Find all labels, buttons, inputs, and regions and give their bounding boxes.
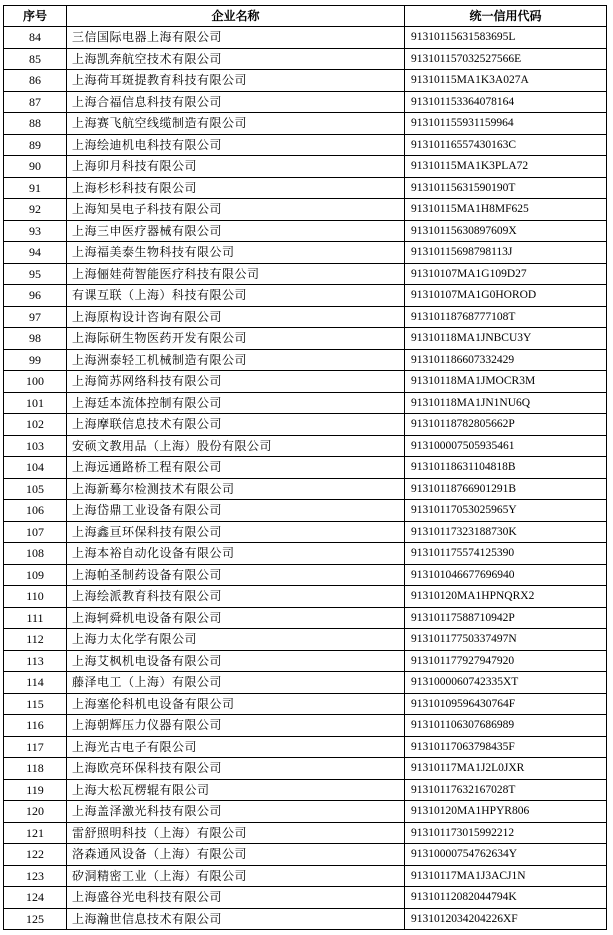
company-name: 上海荷耳斑提教育科技有限公司 xyxy=(67,70,405,92)
header-row xyxy=(4,6,607,27)
company-name: 上海艾枫机电设备有限公司 xyxy=(67,650,405,672)
row-index: 103 xyxy=(4,435,67,457)
row-index: 102 xyxy=(4,414,67,436)
row-index: 114 xyxy=(4,672,67,694)
row-index: 121 xyxy=(4,822,67,844)
row-index: 124 xyxy=(4,887,67,909)
company-name: 上海绘迪机电科技有限公司 xyxy=(67,134,405,156)
credit-code: 91310000754762634Y xyxy=(405,844,607,866)
row-index: 120 xyxy=(4,801,67,823)
credit-code: 91310118768777108T xyxy=(405,306,607,328)
row-index: 85 xyxy=(4,48,67,70)
company-name: 上海岱鼎工业设备有限公司 xyxy=(67,500,405,522)
credit-code: 91310118766901291B xyxy=(405,478,607,500)
credit-code: 91310117MA1J2L0JXR xyxy=(405,758,607,780)
credit-code: 91310115MA1K3PLA72 xyxy=(405,156,607,178)
company-name: 上海力太化学有限公司 xyxy=(67,629,405,651)
table-row xyxy=(4,844,607,866)
company-name: 安硕文教用品（上海）股份有限公司 xyxy=(67,435,405,457)
credit-code: 913101177927947920 xyxy=(405,650,607,672)
row-index: 84 xyxy=(4,27,67,49)
credit-code: 913101155931159964 xyxy=(405,113,607,135)
row-index: 91 xyxy=(4,177,67,199)
credit-code: 91310117750337497N xyxy=(405,629,607,651)
company-name: 上海帕圣制药设备有限公司 xyxy=(67,564,405,586)
table-row xyxy=(4,134,607,156)
table-row xyxy=(4,779,607,801)
company-name: 上海廷本流体控制有限公司 xyxy=(67,392,405,414)
table-row xyxy=(4,242,607,264)
credit-code: 913101173015992212 xyxy=(405,822,607,844)
company-name: 上海洲泰轻工机械制造有限公司 xyxy=(67,349,405,371)
table-row xyxy=(4,586,607,608)
company-name: 上海际研生物医药开发有限公司 xyxy=(67,328,405,350)
company-name: 三信国际电器上海有限公司 xyxy=(67,27,405,49)
table-row xyxy=(4,822,607,844)
row-index: 106 xyxy=(4,500,67,522)
row-index: 125 xyxy=(4,908,67,930)
row-index: 111 xyxy=(4,607,67,629)
table-row xyxy=(4,478,607,500)
header-company-name: 企业名称 xyxy=(67,6,405,27)
table-row xyxy=(4,199,607,221)
credit-code: 913101106307686989 xyxy=(405,715,607,737)
row-index: 115 xyxy=(4,693,67,715)
header-index: 序号 xyxy=(4,6,67,27)
credit-code: 913101186607332429 xyxy=(405,349,607,371)
credit-code: 913101157032527566E xyxy=(405,48,607,70)
table-row xyxy=(4,521,607,543)
company-name: 上海赛飞航空线缆制造有限公司 xyxy=(67,113,405,135)
header-credit-code: 统一信用代码 xyxy=(405,6,607,27)
table-row xyxy=(4,349,607,371)
table-row xyxy=(4,650,607,672)
row-index: 94 xyxy=(4,242,67,264)
credit-code: 91310120MA1HPYR806 xyxy=(405,801,607,823)
credit-code: 91310118MA1JN1NU6Q xyxy=(405,392,607,414)
credit-code: 91310109596430764F xyxy=(405,693,607,715)
credit-code: 91310115MA1K3A027A xyxy=(405,70,607,92)
credit-code: 9131012034204226XF xyxy=(405,908,607,930)
table-row xyxy=(4,91,607,113)
row-index: 93 xyxy=(4,220,67,242)
company-name: 上海新蓦尔检测技术有限公司 xyxy=(67,478,405,500)
row-index: 122 xyxy=(4,844,67,866)
row-index: 104 xyxy=(4,457,67,479)
credit-code: 91310117632167028T xyxy=(405,779,607,801)
table-row xyxy=(4,693,607,715)
row-index: 98 xyxy=(4,328,67,350)
company-name: 上海俪娃荷智能医疗科技有限公司 xyxy=(67,263,405,285)
table-row xyxy=(4,543,607,565)
credit-code: 91310118631104818B xyxy=(405,457,607,479)
company-name: 上海远通路桥工程有限公司 xyxy=(67,457,405,479)
row-index: 88 xyxy=(4,113,67,135)
table-row xyxy=(4,672,607,694)
company-name: 上海摩联信息技术有限公司 xyxy=(67,414,405,436)
company-name: 上海鑫亘环保科技有限公司 xyxy=(67,521,405,543)
row-index: 123 xyxy=(4,865,67,887)
company-name: 上海本裕自动化设备有限公司 xyxy=(67,543,405,565)
table-row xyxy=(4,629,607,651)
row-index: 96 xyxy=(4,285,67,307)
company-name: 矽洞精密工业（上海）有限公司 xyxy=(67,865,405,887)
credit-code: 913100007505935461 xyxy=(405,435,607,457)
company-name: 上海轲舜机电设备有限公司 xyxy=(67,607,405,629)
row-index: 118 xyxy=(4,758,67,780)
credit-code: 91310107MA1G109D27 xyxy=(405,263,607,285)
table-body xyxy=(4,27,607,930)
table-header xyxy=(4,6,607,27)
company-name: 上海盖泽激光科技有限公司 xyxy=(67,801,405,823)
company-name: 上海简苏网络科技有限公司 xyxy=(67,371,405,393)
row-index: 117 xyxy=(4,736,67,758)
table-row xyxy=(4,113,607,135)
company-name: 藤泽电工（上海）有限公司 xyxy=(67,672,405,694)
credit-code: 9131000060742335XT xyxy=(405,672,607,694)
credit-code: 91310118782805662P xyxy=(405,414,607,436)
credit-code: 91310118MA1JMOCR3M xyxy=(405,371,607,393)
table-row xyxy=(4,758,607,780)
company-name: 上海杉杉科技有限公司 xyxy=(67,177,405,199)
credit-code: 91310115630897609X xyxy=(405,220,607,242)
company-name: 上海大松瓦楞辊有限公司 xyxy=(67,779,405,801)
table-row xyxy=(4,263,607,285)
table-row xyxy=(4,220,607,242)
row-index: 97 xyxy=(4,306,67,328)
company-name: 上海知昊电子科技有限公司 xyxy=(67,199,405,221)
row-index: 107 xyxy=(4,521,67,543)
table-row xyxy=(4,564,607,586)
company-name: 上海瀚世信息技术有限公司 xyxy=(67,908,405,930)
company-name: 上海绘派教育科技有限公司 xyxy=(67,586,405,608)
table-row xyxy=(4,435,607,457)
table-row xyxy=(4,908,607,930)
row-index: 95 xyxy=(4,263,67,285)
company-name: 上海卯月科技有限公司 xyxy=(67,156,405,178)
company-name: 上海朝辉压力仪器有限公司 xyxy=(67,715,405,737)
table-row xyxy=(4,328,607,350)
row-index: 116 xyxy=(4,715,67,737)
credit-code: 91310117053025965Y xyxy=(405,500,607,522)
table-row xyxy=(4,27,607,49)
row-index: 110 xyxy=(4,586,67,608)
table-row xyxy=(4,156,607,178)
company-name: 洛森通风设备（上海）有限公司 xyxy=(67,844,405,866)
row-index: 89 xyxy=(4,134,67,156)
credit-code: 91310112082044794K xyxy=(405,887,607,909)
company-name: 上海合福信息科技有限公司 xyxy=(67,91,405,113)
credit-code: 913101046677696940 xyxy=(405,564,607,586)
company-name: 上海原构设计咨询有限公司 xyxy=(67,306,405,328)
credit-code: 91310115MA1H8MF625 xyxy=(405,199,607,221)
table-row xyxy=(4,715,607,737)
table-row xyxy=(4,70,607,92)
table-row xyxy=(4,285,607,307)
row-index: 99 xyxy=(4,349,67,371)
company-name: 上海凯奔航空技术有限公司 xyxy=(67,48,405,70)
row-index: 105 xyxy=(4,478,67,500)
row-index: 101 xyxy=(4,392,67,414)
credit-code: 91310120MA1HPNQRX2 xyxy=(405,586,607,608)
row-index: 86 xyxy=(4,70,67,92)
row-index: 113 xyxy=(4,650,67,672)
table-row xyxy=(4,887,607,909)
row-index: 112 xyxy=(4,629,67,651)
table-row xyxy=(4,392,607,414)
credit-code: 91310117063798435F xyxy=(405,736,607,758)
company-name: 上海光古电子有限公司 xyxy=(67,736,405,758)
table-row xyxy=(4,500,607,522)
company-name: 上海盛谷光电科技有限公司 xyxy=(67,887,405,909)
table-row xyxy=(4,306,607,328)
row-index: 109 xyxy=(4,564,67,586)
credit-code: 91310117323188730K xyxy=(405,521,607,543)
row-index: 90 xyxy=(4,156,67,178)
row-index: 87 xyxy=(4,91,67,113)
table-row xyxy=(4,736,607,758)
row-index: 92 xyxy=(4,199,67,221)
credit-code: 91310115631590190T xyxy=(405,177,607,199)
company-name: 雷舒照明科技（上海）有限公司 xyxy=(67,822,405,844)
table-row xyxy=(4,801,607,823)
credit-code: 91310118MA1JNBCU3Y xyxy=(405,328,607,350)
row-index: 119 xyxy=(4,779,67,801)
credit-code: 91310107MA1G0HOROD xyxy=(405,285,607,307)
company-name: 有课互联（上海）科技有限公司 xyxy=(67,285,405,307)
table-row xyxy=(4,607,607,629)
credit-code: 91310116557430163C xyxy=(405,134,607,156)
company-name: 上海塞伦科机电设备有限公司 xyxy=(67,693,405,715)
credit-code: 913101175574125390 xyxy=(405,543,607,565)
table-row xyxy=(4,177,607,199)
table-row xyxy=(4,865,607,887)
table-row xyxy=(4,48,607,70)
row-index: 100 xyxy=(4,371,67,393)
credit-code: 913101153364078164 xyxy=(405,91,607,113)
credit-code: 91310115631583695L xyxy=(405,27,607,49)
credit-code: 91310117588710942P xyxy=(405,607,607,629)
table-row xyxy=(4,457,607,479)
table-row xyxy=(4,414,607,436)
company-table xyxy=(3,5,607,930)
table-row xyxy=(4,371,607,393)
credit-code: 91310115698798113J xyxy=(405,242,607,264)
company-name: 上海三申医疗器械有限公司 xyxy=(67,220,405,242)
company-name: 上海欧亮环保科技有限公司 xyxy=(67,758,405,780)
credit-code: 91310117MA1J3ACJ1N xyxy=(405,865,607,887)
company-name: 上海福美泰生物科技有限公司 xyxy=(67,242,405,264)
row-index: 108 xyxy=(4,543,67,565)
